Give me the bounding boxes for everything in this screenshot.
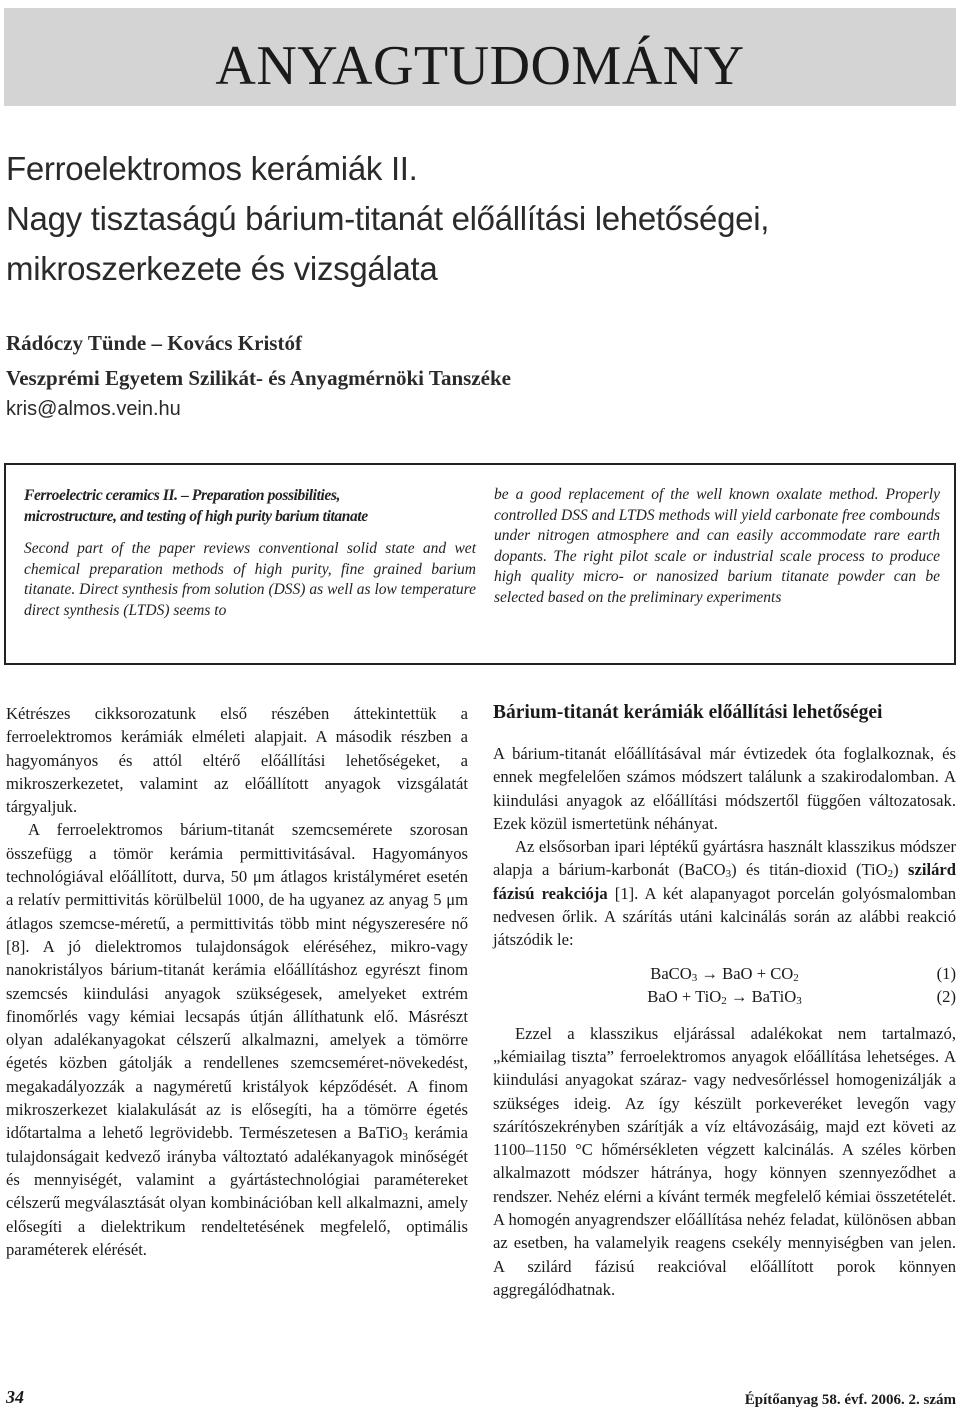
abstract-text-left: Second part of the paper reviews conventional solid state and wet chemical preparation methods of high purity, fine grained barium titanate. Direct synthesis from solution (DSS) as well as low temperature direct synthesis (LTDS) seems to	[24, 540, 476, 619]
body-left-column	[6, 702, 468, 1261]
affiliation: Veszprémi Egyetem Szilikát- és Anyagmérnöki Tanszéke	[6, 366, 511, 390]
equation-number-2: (2)	[936, 986, 956, 1006]
equations	[493, 962, 956, 1008]
intro-paragraph: Kétrészes cikksorozatunk első részében áttekintettük a ferroelektromos kerámiák elméleti alapjait. A második részben a hagyományos és attól eltérő előállítási lehetőségeket, a mikroszerkezetet, valamint az előállított anyagok vizsgálatát tárgyaljuk.	[6, 704, 468, 817]
body-right-column	[493, 700, 956, 1301]
classic-method-paragraph: Ezzel a klasszikus eljárással adalékokat nem tartalmazó, „kémiailag tiszta” ferroelektromos anyagok előállítása lehetséges. A kiindulási anyagokat száraz- vagy nedvesőrléssel homogenizálják a szükséges ideig. Az így készült porkeveréket levegőn vagy szárítószekrényben szárítják a víz eltávozásáig, majd ezt követi az 1100–1150 °C hőmérsékleten végzett kalcinálás. A széles körben alkalmazott módszer hátránya, hogy könnyen szennyeződhet a rendszer. Nehéz elérni a kívánt termék megfelelő kémiai összetételét. A homogén anyagrendszer előállítása nehéz feladat, különösen abban az esetben, ha valamelyik reagens csekély mennyiségben van jelen. A szilárd fázisú reakcióval előállított porok könnyen aggregálódhatnak.	[493, 1023, 956, 1299]
authors: Rádóczy Tünde – Kovács Kristóf	[6, 331, 302, 355]
english-title	[24, 485, 476, 527]
english-title-line-1: Ferroelectric ceramics II. – Preparation possibilities,	[24, 487, 340, 504]
solid-state-paragraph: Az elsősorban ipari léptékű gyártásra használt klasszikus módszer alapja a bárium-karbonát (BaCO$_3$) és titán-dioxid (TiO$_2$) szilárd fázisú reakciója [1]. A két alapanyagot porcelán golyósmalomban nedvesen őrlik. A szárítás utáni kalcinálás során az alábbi reakció játszódik le:	[493, 837, 956, 950]
abstract-text-right: be a good replacement of the well known oxalate method. Properly controlled DSS and LTDS methods will yield carbonate free combounds under nitrogen atmosphere and can easily accommodate rare earth dopants. The right pilot scale or industrial scale process to produce high quality micro- or nanosized barium titanate powder can be selected based on the preliminary experiments	[494, 486, 940, 606]
abstract-right-column	[494, 485, 940, 608]
methods-intro-paragraph: A bárium-titanát előállításával már évtizedek óta foglalkoznak, és ennek megfelelően számos módszert találunk a szakirodalomban. A kiindulási anyagok az előállítási módszertől függően változatosak. Ezek közül ismertetünk néhányat.	[493, 744, 956, 833]
abstract-left-column	[24, 485, 476, 621]
section-banner	[4, 8, 956, 106]
equation-2: BaO + TiO$_2$ → BaTiO$_3$ (2)	[647, 986, 956, 1007]
section-title: ANYAGTUDOMÁNY	[215, 35, 745, 97]
author-email[interactable]: kris@almos.vein.hu	[6, 398, 181, 420]
english-title-line-2: microstructure, and testing of high purity barium titanate	[24, 508, 368, 525]
article-title-line-3: mikroszerkezete és vizsgálata	[6, 250, 438, 287]
grain-size-paragraph: A ferroelektromos bárium-titanát szemcsemérete szorosan összefügg a tömör kerámia permittivitásával. Hagyományos technológiával előállított, durva, 50 μm átlagos kristályméret esetén a relatív permittivitás körülbelül 1000, de ha ugyanez az anyag 5 μm átlagos szemcse-méretű, a permittivitás több mint négyszeresére nő [8]. A jó dielektromos tulajdonságok eléréséhez, mikro-vagy nanokristályos bárium-titanát kerámia előállításhoz egyrészt finom szemcsés kiindulási anyagok szükségesek, amelyeket extrém finomőrlés vagy kémiai lecsapás útján állíthatunk elő. Másrészt olyan adalékanyagokat célszerű alkalmazni, amelyek a tömörre égetés közben gátolják a rendellenes szemcseméret-növekedést, megakadályozzák a nagyméretű kristályok képződését. A finom mikroszerkezet kialakulását az is elősegíti, ha a tömörre égetés időtartalma a lehető legrövidebb. Természetesen a BaTiO$_3$ kerámia tulajdonságait kedvező irányba változtató adalékanyagok minőségét és mennyiségét, valamint a gyártástechnológiai paramétereket célszerű megválasztását olyan kombinációban kell alkalmazni, amely elősegíti a dielektrikum rendeltetésének megfelelő, optimális paraméterek elérését.	[6, 820, 468, 1259]
article-title-line-2: Nagy tisztaságú bárium-titanát előállítási lehetőségei,	[6, 200, 770, 237]
page-number: 34	[6, 1387, 24, 1407]
equation-number-1: (1)	[936, 963, 956, 983]
equation-1: BaCO$_3$ → BaO + $CO_2$ (1)	[650, 963, 956, 984]
section-heading: Bárium-titanát kerámiák előállítási lehetőségei	[493, 702, 883, 723]
article-title-line-1: Ferroelektromos kerámiák II.	[6, 150, 418, 187]
english-abstract-box	[4, 463, 956, 665]
journal-citation: Építőanyag 58. évf. 2006. 2. szám	[744, 1392, 956, 1408]
